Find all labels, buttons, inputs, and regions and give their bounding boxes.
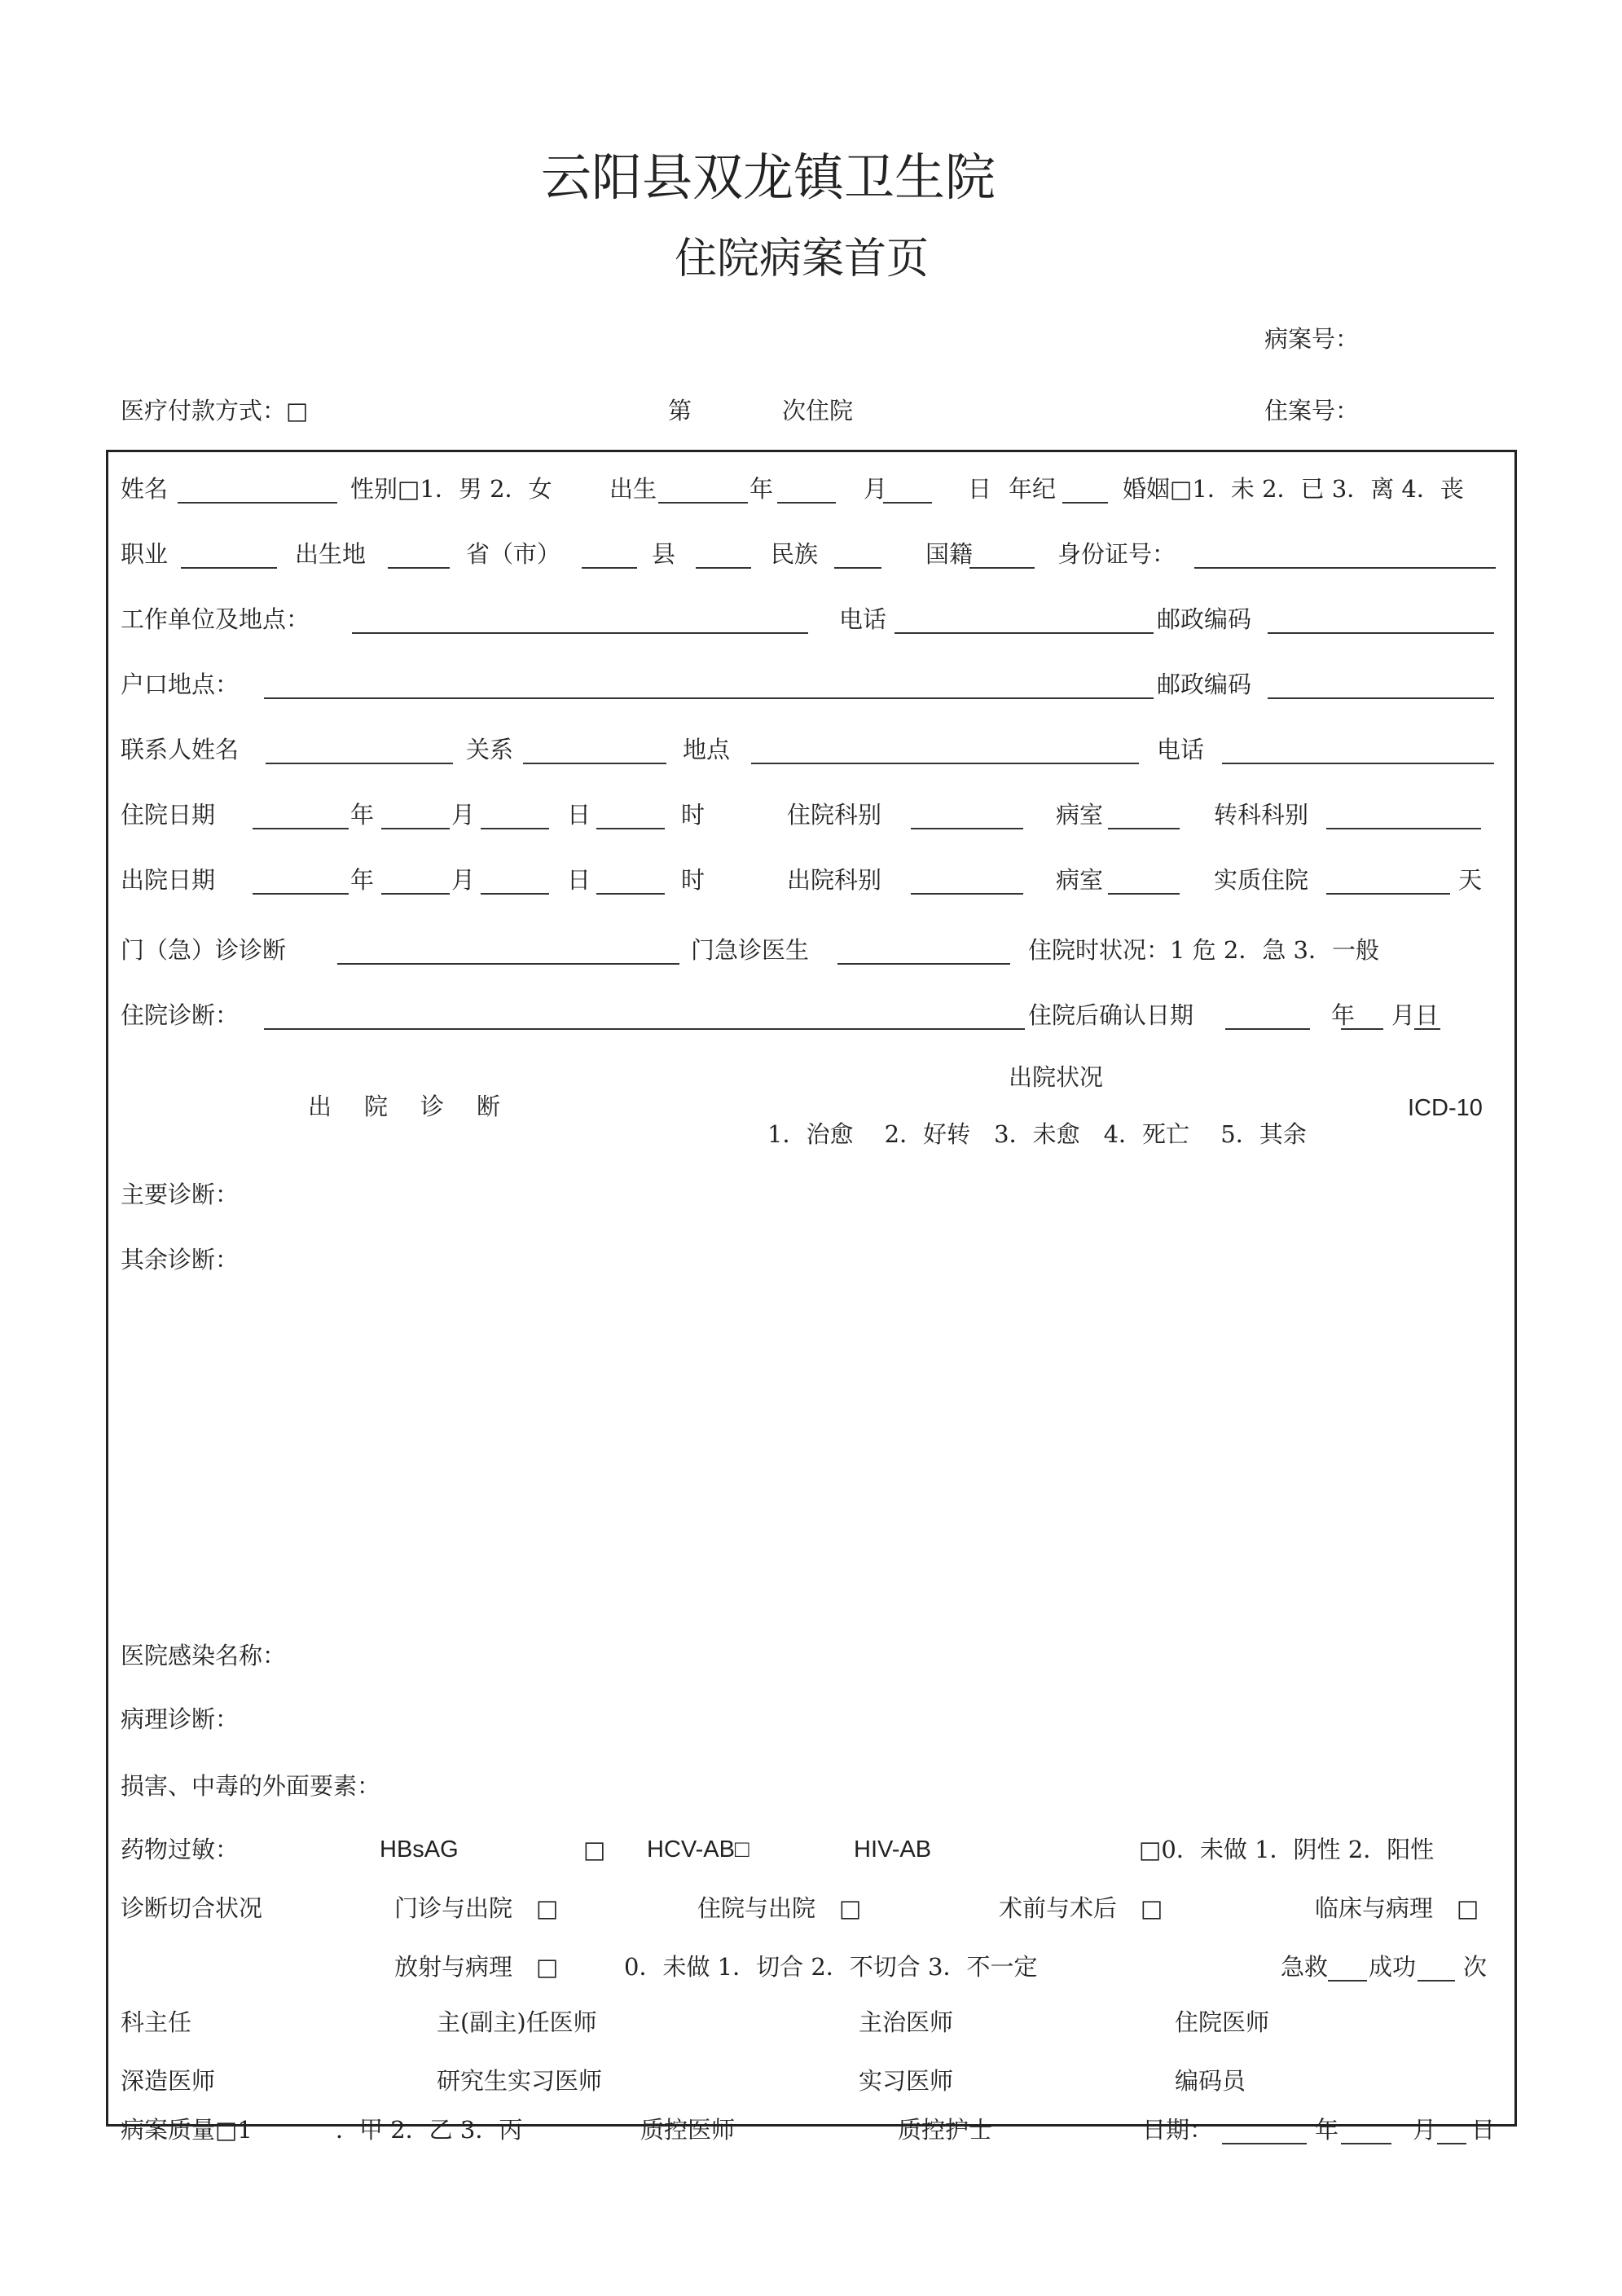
ethnicity-field[interactable] xyxy=(834,567,881,569)
discharge-year-unit: 年 xyxy=(350,866,375,894)
payment-method: 医疗付款方式：□ xyxy=(121,397,309,424)
other-diagnosis-label: 其余诊断： xyxy=(121,1246,240,1273)
county-field[interactable] xyxy=(696,567,751,569)
diagnosis-match-label: 诊断切合状况 xyxy=(121,1894,263,1922)
date-month-unit: 月 xyxy=(1413,2116,1437,2144)
discharge-ward-field[interactable] xyxy=(1108,893,1180,895)
work-phone-label: 电话 xyxy=(839,605,887,633)
ethnicity-label: 民族 xyxy=(771,540,819,568)
outpatient-diagnosis-label: 门（急）诊诊断 xyxy=(121,936,287,964)
chief-physician-label: 主(副主)任医师 xyxy=(437,2008,597,2036)
department-chief-label: 科主任 xyxy=(121,2008,192,2036)
transfer-dept-label: 转科科别 xyxy=(1214,801,1309,829)
rescue-success-field[interactable] xyxy=(1418,1980,1455,1982)
attending-physician-label: 主治医师 xyxy=(859,2008,954,2036)
birthplace-field[interactable] xyxy=(388,567,450,569)
workplace-field[interactable] xyxy=(352,632,808,634)
actual-stay-field[interactable] xyxy=(1326,893,1450,895)
contact-address-label: 地点 xyxy=(683,736,731,763)
qc-doctor-label: 质控医师 xyxy=(640,2116,736,2144)
id-number-field[interactable] xyxy=(1194,567,1496,569)
work-phone-field[interactable] xyxy=(895,632,1154,634)
date-year-unit: 年 xyxy=(1315,2116,1339,2144)
province-field[interactable] xyxy=(582,567,637,569)
hukou-label: 户口地点： xyxy=(121,671,240,698)
discharge-status-header: 出院状况 xyxy=(1009,1063,1104,1091)
discharge-hour-unit: 时 xyxy=(681,866,706,894)
workplace-label: 工作单位及地点： xyxy=(121,605,310,633)
admission-status: 住院时状况：1 危 2．急 3．一般 xyxy=(1028,936,1380,964)
discharge-diagnosis-header: 出院诊断 xyxy=(308,1093,534,1120)
birth-month-field[interactable] xyxy=(777,502,836,504)
actual-stay-label: 实质住院 xyxy=(1214,866,1309,894)
contact-name-label: 联系人姓名 xyxy=(121,736,240,763)
contact-name-field[interactable] xyxy=(266,763,453,764)
date-day-field[interactable] xyxy=(1437,2143,1466,2144)
date-label: 日期： xyxy=(1142,2116,1214,2144)
admission-diagnosis-field[interactable] xyxy=(264,1028,1025,1030)
date-year-field[interactable] xyxy=(1222,2143,1307,2144)
name-field[interactable] xyxy=(178,502,337,504)
nationality-field[interactable] xyxy=(969,567,1035,569)
discharge-outcomes: 1．治愈 2．好转 3．未愈 4．死亡 5．其余 xyxy=(767,1120,1307,1148)
rescue-label: 急救 xyxy=(1281,1953,1329,1981)
birth-month-unit: 月 xyxy=(864,475,888,503)
intern-physician-label: 实习医师 xyxy=(859,2067,954,2095)
age-field[interactable] xyxy=(1062,502,1108,504)
date-month-field[interactable] xyxy=(1341,2143,1391,2144)
hospital-name: 云阳县双龙镇卫生院 xyxy=(541,147,996,207)
date-day-unit: 日 xyxy=(1471,2116,1496,2144)
outpatient-doctor-field[interactable] xyxy=(837,963,1010,965)
confirm-year-field[interactable] xyxy=(1225,1028,1310,1030)
gender-options: 性别□1．男 2．女 xyxy=(350,475,552,503)
confirm-month-field[interactable] xyxy=(1341,1028,1383,1030)
admission-diagnosis-label: 住院诊断： xyxy=(121,1001,240,1029)
admission-year-unit: 年 xyxy=(350,801,375,829)
outpatient-doctor-label: 门急诊医生 xyxy=(691,936,810,964)
hospital-infection-label: 医院感染名称： xyxy=(121,1642,287,1669)
match-radiology-pathology[interactable]: 放射与病理 □ xyxy=(394,1953,559,1981)
advanced-physician-label: 深造医师 xyxy=(121,2067,216,2095)
form-border xyxy=(106,450,1517,2127)
hbsag-checkbox[interactable]: □ xyxy=(583,1836,606,1863)
work-postcode-label: 邮政编码 xyxy=(1157,605,1252,633)
admission-dept-field[interactable] xyxy=(911,828,1023,829)
coder-label: 编码员 xyxy=(1175,2067,1246,2095)
injury-cause-label: 损害、中毒的外面要素： xyxy=(121,1772,381,1800)
hukou-postcode-label: 邮政编码 xyxy=(1157,671,1252,698)
admission-hour-field[interactable] xyxy=(596,828,665,829)
name-label: 姓名 xyxy=(121,475,169,503)
hukou-postcode-field[interactable] xyxy=(1268,697,1494,699)
match-code-options: 0．未做 1．切合 2．不切合 3．不一定 xyxy=(624,1953,1038,1981)
admission-ward-label: 病室 xyxy=(1056,801,1104,829)
birth-day-field[interactable] xyxy=(883,502,932,504)
contact-phone-label: 电话 xyxy=(1157,736,1205,763)
county-label: 县 xyxy=(652,540,676,568)
nationality-label: 国籍 xyxy=(925,540,974,568)
hiv-ab-label: HIV-AB xyxy=(854,1836,932,1863)
admission-year-field[interactable] xyxy=(253,828,349,829)
province-label: 省（市） xyxy=(466,540,561,568)
birth-year-unit: 年 xyxy=(749,475,774,503)
confirm-date-label: 住院后确认日期 xyxy=(1028,1001,1194,1029)
rescue-times-unit: 次 xyxy=(1463,1953,1488,1981)
case-number-label: 病案号： xyxy=(1264,325,1360,353)
birth-year-field[interactable] xyxy=(658,502,748,504)
discharge-year-field[interactable] xyxy=(253,893,349,895)
birthplace-label: 出生地 xyxy=(295,540,367,568)
birth-day-unit: 日 xyxy=(968,475,992,503)
graduate-intern-label: 研究生实习医师 xyxy=(437,2067,603,2095)
contact-phone-field[interactable] xyxy=(1222,763,1494,764)
hcv-ab-label: HCV-AB□ xyxy=(647,1836,749,1863)
confirm-month-day-unit: 月日 xyxy=(1391,1001,1440,1029)
work-postcode-field[interactable] xyxy=(1268,632,1494,634)
discharge-dept-label: 出院科别 xyxy=(787,866,882,894)
age-label: 年纪 xyxy=(1009,475,1057,503)
id-number-label: 身份证号： xyxy=(1057,540,1176,568)
admission-day-field[interactable] xyxy=(481,828,549,829)
admission-ward-field[interactable] xyxy=(1108,828,1180,829)
discharge-day-unit: 日 xyxy=(567,866,591,894)
admission-count-prefix: 第 xyxy=(668,397,692,424)
transfer-dept-field[interactable] xyxy=(1326,828,1481,829)
admission-month-field[interactable] xyxy=(381,828,450,829)
hbsag-label: HBsAG xyxy=(380,1836,459,1863)
discharge-ward-label: 病室 xyxy=(1056,866,1104,894)
discharge-month-field[interactable] xyxy=(381,893,450,895)
main-diagnosis-label: 主要诊断： xyxy=(121,1181,240,1208)
admission-dept-label: 住院科别 xyxy=(787,801,882,829)
occupation-field[interactable] xyxy=(181,567,277,569)
marital-options: 婚姻□1．未 2．已 3．离 4．丧 xyxy=(1123,475,1464,503)
contact-address-field[interactable] xyxy=(751,763,1139,764)
discharge-hour-field[interactable] xyxy=(596,893,665,895)
relation-field[interactable] xyxy=(523,763,666,764)
icd10-header: ICD-10 xyxy=(1408,1095,1483,1121)
record-quality-label: 病案质量□1 xyxy=(121,2116,253,2144)
resident-physician-label: 住院医师 xyxy=(1175,2008,1270,2036)
admission-count-suffix: 次住院 xyxy=(782,397,854,424)
birth-label: 出生 xyxy=(609,475,657,503)
record-quality-grades: ．甲 2．乙 3．丙 xyxy=(336,2116,523,2144)
match-preop-postop[interactable]: 术前与术后 □ xyxy=(999,1894,1163,1922)
confirm-day-field[interactable] xyxy=(1414,1028,1440,1030)
test-result-options: □0．未做 1．阴性 2．阳性 xyxy=(1139,1836,1435,1863)
rescue-success-label: 成功 xyxy=(1369,1953,1417,1981)
inpatient-number-label: 住案号： xyxy=(1264,397,1360,424)
discharge-month-unit: 月 xyxy=(451,866,476,894)
qc-nurse-label: 质控护士 xyxy=(898,2116,993,2144)
outpatient-diagnosis-field[interactable] xyxy=(337,963,679,965)
admission-date-label: 住院日期 xyxy=(121,801,216,829)
discharge-day-field[interactable] xyxy=(481,893,549,895)
admission-month-unit: 月 xyxy=(451,801,476,829)
discharge-date-label: 出院日期 xyxy=(121,866,216,894)
pathology-diagnosis-label: 病理诊断： xyxy=(121,1705,240,1733)
occupation-label: 职业 xyxy=(121,540,169,568)
confirm-year-unit: 年 xyxy=(1331,1001,1356,1029)
match-outpatient-discharge[interactable]: 门诊与出院 □ xyxy=(394,1894,559,1922)
days-unit: 天 xyxy=(1458,866,1483,894)
admission-day-unit: 日 xyxy=(567,801,591,829)
discharge-dept-field[interactable] xyxy=(911,893,1023,895)
relation-label: 关系 xyxy=(466,736,514,763)
form-title: 住院病案首页 xyxy=(675,235,930,284)
admission-hour-unit: 时 xyxy=(681,801,706,829)
rescue-count-field[interactable] xyxy=(1328,1980,1367,1982)
match-clinical-pathology[interactable]: 临床与病理 □ xyxy=(1315,1894,1479,1922)
match-admission-discharge[interactable]: 住院与出院 □ xyxy=(697,1894,862,1922)
hukou-field[interactable] xyxy=(264,697,1154,699)
drug-allergy-label: 药物过敏： xyxy=(121,1836,240,1863)
